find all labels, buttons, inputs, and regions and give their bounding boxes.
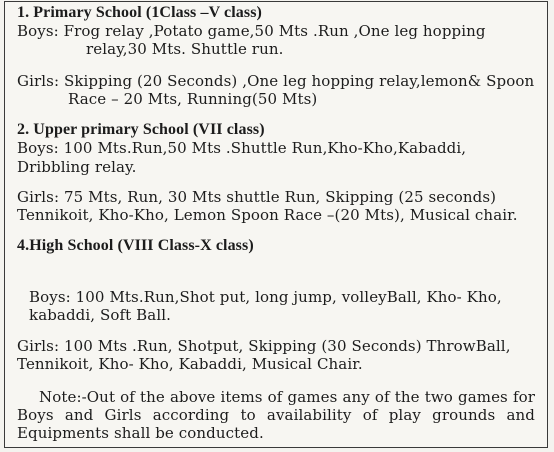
boys-games-primary-line-1: Boys: Frog relay ,Potato game,50 Mts .Run ,One leg hopping [17,22,486,40]
girls-games-upper-primary-line-2: Tennikoit, Kho-Kho, Lemon Spoon Race –(20 Mts), Musical chair. [17,206,518,224]
girls-games-upper-primary-line-1: Girls: 75 Mts, Run, 30 Mts shuttle Run, Skipping (25 seconds) [17,188,497,206]
section-heading-primary: 1. Primary School (1Class –V class) [17,4,262,21]
boys-games-high-school-line-2: kabaddi, Soft Ball. [29,306,171,324]
note-line-2: Boys and Girls according to availability of play grounds and [17,406,535,424]
section-heading-upper-primary: 2. Upper primary School (VII class) [17,121,265,138]
boys-games-primary-line-2: relay,30 Mts. Shuttle run. [86,40,284,58]
girls-games-high-school-line-1: Girls: 100 Mts .Run, Shotput, Skipping (30 Seconds) ThrowBall, [17,337,511,355]
note-line-1: Note:-Out of the above items of games any of the two games for [39,388,535,406]
girls-games-primary-line-1: Girls: Skipping (20 Seconds) ,One leg hopping relay,lemon& Spoon [17,72,535,90]
boys-games-high-school-line-1: Boys: 100 Mts.Run,Shot put, long jump, volleyBall, Kho- Kho, [29,288,502,306]
note-line-3: Equipments shall be conducted. [17,424,264,442]
bordered-box [4,1,548,448]
girls-games-primary-line-2: Race – 20 Mts, Running(50 Mts) [68,90,318,108]
section-heading-high-school: 4.High School (VIII Class-X class) [17,237,254,254]
boys-games-upper-primary-line-2: Dribbling relay. [17,158,137,176]
girls-games-high-school-line-2: Tennikoit, Kho- Kho, Kabaddi, Musical Chair. [17,355,363,373]
boys-games-upper-primary-line-1: Boys: 100 Mts.Run,50 Mts .Shuttle Run,Kho-Kho,Kabaddi, [17,139,467,157]
